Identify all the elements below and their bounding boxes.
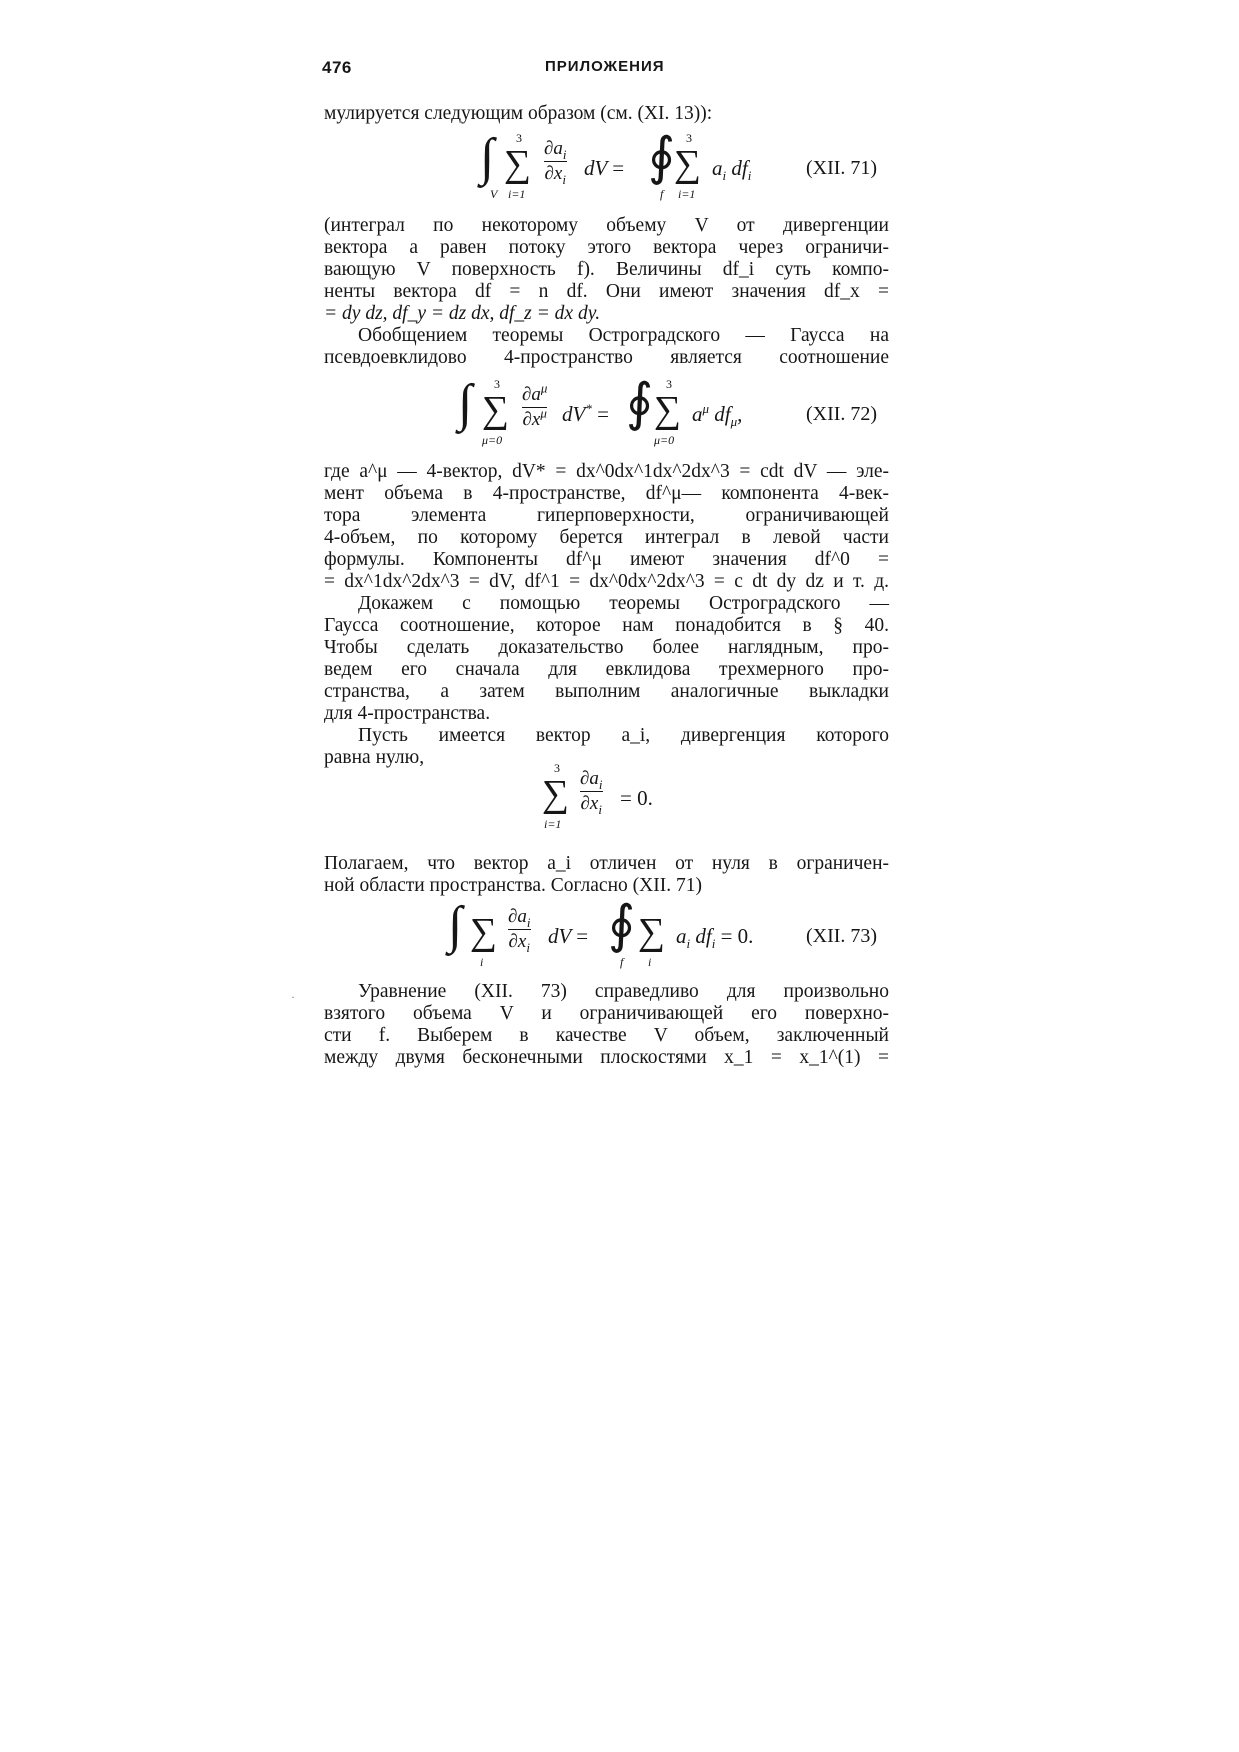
integral-domain: V [490, 187, 498, 201]
equation-rhs: = 0. [620, 786, 653, 810]
sum-upper: 3 [494, 377, 500, 391]
text-line: Чтобы сделать доказательство более наглядным, про- [324, 637, 889, 658]
equation-number: (XII. 71) [806, 157, 878, 179]
equation-number: (XII. 73) [806, 925, 878, 947]
equation-72: ∫ 3 ∑ μ=0 $\partial a^\mu$ $\partial x^\mu$ dV* = ∮ 3 ∑ μ=0 $a^\mu$ $df_\mu$, [458, 375, 743, 447]
text-line: взятого объема V и ограничивающей его поверхно- [324, 1003, 889, 1024]
text-line: ведем его сначала для евклидова трехмерного про- [324, 659, 889, 680]
text-line: ной области пространства. Согласно (XII. 71) [324, 875, 702, 896]
equation-rhs: = 0. [720, 924, 754, 948]
equation-73: ∫ ∑ i $\partial a_i$ $\partial x_i$ dV = ∮ f ∑ i $a_i$ $df_i = 0$. [448, 897, 754, 969]
text-line: между двумя бесконечными плоскостями x_1 = x_1^(1) = [324, 1047, 889, 1068]
text-line: = dy dz, df_y = dz dx, df_z = dx dy. [324, 303, 601, 324]
sum-lower: μ=0 [482, 433, 503, 447]
divergence-equation: 3 ∑ i=1 $\partial a_i$ $\partial x_i$ = 0. [542, 761, 653, 831]
sum-upper: 3 [554, 761, 560, 775]
text-line: (интеграл по некоторому объему V от дивергенции [324, 215, 889, 236]
sum-lower: i=1 [508, 187, 526, 201]
margin-mark: · [291, 990, 295, 1004]
equation-number: (XII. 72) [806, 403, 878, 425]
text-line: псевдоевклидово 4-пространство является соотношение [324, 347, 889, 368]
text-line: Докажем с помощью теоремы Остроградского — [358, 593, 889, 614]
text-line: тора элемента гиперповерхности, ограничивающей [324, 505, 889, 526]
sum-lower: i=1 [544, 817, 562, 831]
text-line: Обобщением теоремы Остроградского — Гаусса на [358, 325, 889, 346]
text-line: 4-объем, по которому берется интеграл в левой части [324, 527, 889, 548]
text-line: мулируется следующим образом (см. (XI. 13)): [324, 103, 713, 124]
text-line: для 4-пространства. [324, 703, 491, 724]
text-line: Уравнение (XII. 73) справедливо для произвольно [358, 981, 889, 1002]
text-line: странства, а затем выполним аналогичные выкладки [324, 681, 889, 702]
sum-upper: 3 [516, 131, 522, 145]
text-line: Пусть имеется вектор a_i, дивергенция которого [358, 725, 889, 746]
surface-domain: f [660, 187, 664, 201]
text-line: Гаусса соотношение, которое нам понадобится в § 40. [324, 615, 889, 636]
text-line: ненты вектора df = n df. Они имеют значения df_x = [324, 281, 889, 302]
text-line: вектора a равен потоку этого вектора через ограничи- [324, 237, 889, 258]
page-number: 476 [322, 58, 352, 77]
text-line: вающую V поверхность f). Величины df_i суть компо- [324, 259, 889, 280]
text-line: сти f. Выберем в качестве V объем, заключенный [324, 1025, 889, 1046]
text-line: = dx^1dx^2dx^3 = dV, df^1 = dx^0dx^2dx^3 = c dt dy dz и т. д. [324, 571, 889, 592]
text-line: формулы. Компоненты df^μ имеют значения df^0 = [324, 549, 889, 570]
text-line: равна нулю, [324, 747, 425, 768]
running-head: ПРИЛОЖЕНИЯ [545, 58, 665, 75]
text-line: где a^μ — 4-вектор, dV* = dx^0dx^1dx^2dx^3 = cdt dV — эле- [324, 461, 889, 482]
text-line: мент объема в 4-пространстве, df^μ— компонента 4-век- [324, 483, 889, 504]
text-line: Полагаем, что вектор a_i отличен от нуля в ограничен- [324, 853, 889, 874]
equation-71: ∫ V 3 ∑ i=1 $\partial a_i$ $\partial x_i$ dV = ∮ f 3 ∑ i=1 $a_i$ $df_i$ [480, 129, 752, 201]
